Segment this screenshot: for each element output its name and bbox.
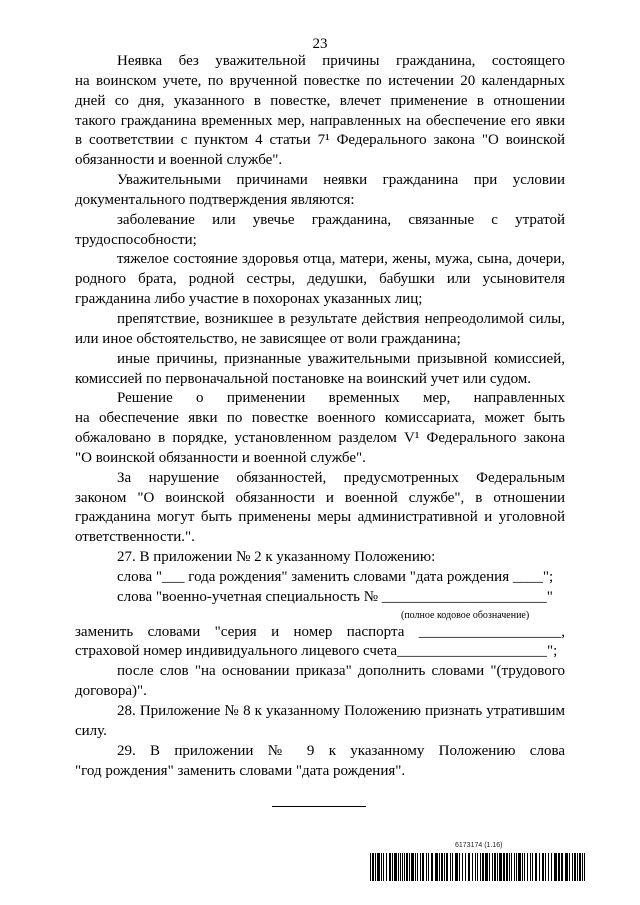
barcode-bar (375, 853, 376, 881)
text-line: За нарушение обязанностей, предусмотренных Федеральным (117, 469, 565, 486)
barcode-bar (452, 853, 453, 881)
text-line: гражданина могут быть применены меры административной и уголовной (75, 509, 565, 526)
text-line: Решение о применении временных мер, направленных (117, 390, 565, 407)
closing-separator-line (272, 806, 366, 807)
barcode-bar (472, 853, 473, 881)
barcode-bar (377, 853, 380, 881)
text-line: Неявка без уважительной причины гражданина, состоящего (117, 53, 565, 69)
text-line: иные причины, признанные уважительными призывной комиссией, (117, 350, 565, 367)
barcode-bar (386, 853, 387, 881)
barcode-bar (577, 853, 578, 881)
barcode-bar (455, 853, 458, 881)
barcode-bar (572, 853, 573, 881)
barcode-bar (485, 853, 488, 881)
barcode-bar (514, 853, 515, 881)
barcode-bar (420, 853, 421, 881)
document-body (75, 52, 565, 781)
barcode-bar (489, 853, 490, 881)
barcode-bar (475, 853, 476, 881)
barcode-bar (548, 853, 549, 881)
paragraph (75, 662, 565, 702)
paragraph (75, 171, 565, 211)
barcode-bar (402, 853, 403, 881)
barcode-bar (542, 853, 544, 881)
barcode-bar (511, 853, 512, 881)
barcode-bar (524, 853, 525, 881)
barcode-bar (554, 853, 557, 881)
barcode-bar (468, 853, 470, 881)
text-line: на обеспечение явки по повестке военного комиссариата, может быть (75, 410, 565, 427)
barcode-bar (392, 853, 393, 881)
barcode-bar (409, 853, 410, 881)
barcode-bar (497, 853, 498, 881)
barcode-bar (530, 853, 531, 881)
paragraph (75, 389, 565, 468)
barcode-bar (579, 853, 581, 881)
text-line: 27. В приложении № 2 к указанному Положению: (117, 549, 436, 566)
text-line: документального подтверждения являются: (75, 191, 355, 208)
text-line: заболевание или увечье гражданина, связанные с утратой (117, 211, 565, 228)
barcode-bar (527, 853, 528, 881)
text-line: законом "О воинской обязанности и военной службе", в отношении (75, 489, 565, 506)
text-line: такого гражданина временных мер, направленных на обеспечение его явки (75, 112, 565, 129)
text-line: тяжелое состояние здоровья отца, матери, жены, мужа, сына, дочери, (117, 251, 565, 268)
barcode-bar (411, 853, 414, 881)
barcode-bar (565, 853, 568, 881)
text-line: страховой номер индивидуального лицевого счета____________________"; (75, 643, 558, 660)
text-line: силу. (75, 722, 107, 739)
text-line: слова "___ года рождения" заменить словами "дата рождения ____"; (117, 568, 554, 585)
text-line: Уважительными причинами неявки гражданина при условии (117, 172, 565, 189)
barcode-bar (417, 853, 418, 881)
barcode-bar (558, 853, 560, 881)
text-line: на воинском учете, по врученной повестке по истечении 20 календарных (75, 72, 565, 89)
barcode-bar (545, 853, 546, 881)
text-line: заменить словами "серия и номер паспорта ___________________, (75, 623, 565, 640)
barcode (370, 853, 586, 881)
barcode-bar (503, 853, 505, 881)
barcode-bar (444, 853, 445, 881)
barcode-bar (398, 853, 399, 881)
text-line: 28. Приложение № 8 к указанному Положению признать утратившим (117, 703, 565, 719)
barcode-bar (551, 853, 552, 881)
text-line: ответственности.". (75, 529, 195, 546)
barcode-bar (509, 853, 510, 881)
barcode-bar (422, 853, 424, 881)
barcode-bar (561, 853, 563, 881)
text-line: или иное обстоятельство, не зависящее от воли гражданина; (75, 330, 461, 347)
barcode-bar (404, 853, 405, 881)
barcode-bar (446, 853, 448, 881)
barcode-bar (381, 853, 382, 881)
text-line: обязанности и военной службе". (75, 152, 283, 169)
paragraph (75, 702, 565, 742)
text-line: в соответствии с пунктом 4 статьи 7¹ Федерального закона "О воинской (75, 132, 565, 149)
text-line: дней со дня, указанного в повестке, влечет применение в отношении (75, 92, 565, 109)
barcode-bar (441, 853, 443, 881)
barcode-bar (535, 853, 537, 881)
barcode-bar (389, 853, 391, 881)
barcode-bar (522, 853, 523, 881)
barcode-bar (584, 853, 585, 881)
paragraph (75, 350, 565, 390)
barcode-bar (462, 853, 463, 881)
barcode-bar (435, 853, 438, 881)
barcode-bar (406, 853, 408, 881)
barcode-bar (431, 853, 433, 881)
text-line: "год рождения" заменить словами "дата рождения". (75, 762, 406, 779)
barcode-bar (518, 853, 521, 881)
barcode-bar (459, 853, 460, 881)
barcode-bar (426, 853, 427, 881)
barcode-bar (383, 853, 384, 881)
barcode-bar (532, 853, 533, 881)
text-line: препятствие, возникшее в результате действия непреодолимой силы, (117, 310, 565, 327)
barcode-label: 6173174 (1.16) (455, 842, 503, 849)
barcode-bar (482, 853, 484, 881)
paragraph (75, 250, 565, 310)
barcode-bar (539, 853, 540, 881)
text-line: слова "военно-учетная специальность № ______________________" (117, 588, 553, 605)
paragraph (75, 310, 565, 350)
barcode-bar (499, 853, 502, 881)
paragraph (75, 742, 565, 782)
barcode-bar (492, 853, 493, 881)
barcode-bar (480, 853, 481, 881)
barcode-bar (450, 853, 451, 881)
barcode-bar (494, 853, 496, 881)
barcode-bar (477, 853, 478, 881)
text-line: обжаловано в порядке, установленном разделом V¹ Федерального закона (75, 430, 565, 447)
barcode-bar (415, 853, 416, 881)
paragraph (75, 211, 565, 251)
barcode-bar (506, 853, 508, 881)
text-line: "О воинской обязанности и военной службе". (75, 449, 366, 466)
text-line: гражданина либо участие в похоронах указанных лиц; (75, 291, 423, 308)
text-line: после слов "на основании приказа" дополнить словами "(трудового (117, 663, 565, 680)
paragraph (75, 548, 565, 568)
text-line: родного брата, родной сестры, дедушки, бабушки или усыновителя (75, 271, 565, 288)
barcode-bar (439, 853, 440, 881)
page-number: 23 (312, 36, 328, 52)
paragraph (75, 52, 565, 171)
barcode-bar (465, 853, 466, 881)
paragraph (75, 568, 565, 588)
barcode-bar (394, 853, 397, 881)
barcode-bar (370, 853, 371, 881)
text-line: трудоспособности; (75, 231, 197, 248)
paragraph (75, 588, 565, 663)
text-line: договора)". (75, 683, 147, 700)
field-hint-note: (полное кодовое обозначение) (401, 609, 530, 621)
barcode-bar (372, 853, 374, 881)
barcode-bar (400, 853, 401, 881)
paragraph (75, 469, 565, 548)
barcode-bar (582, 853, 583, 881)
text-line: 29. В приложении № 9 к указанному Положению слова (117, 742, 565, 759)
barcode-bar (569, 853, 570, 881)
barcode-bar (574, 853, 576, 881)
barcode-bar (428, 853, 429, 881)
text-line: комиссией по первоначальной постановке на воинский учет или судом. (75, 370, 532, 387)
barcode-bar (516, 853, 517, 881)
